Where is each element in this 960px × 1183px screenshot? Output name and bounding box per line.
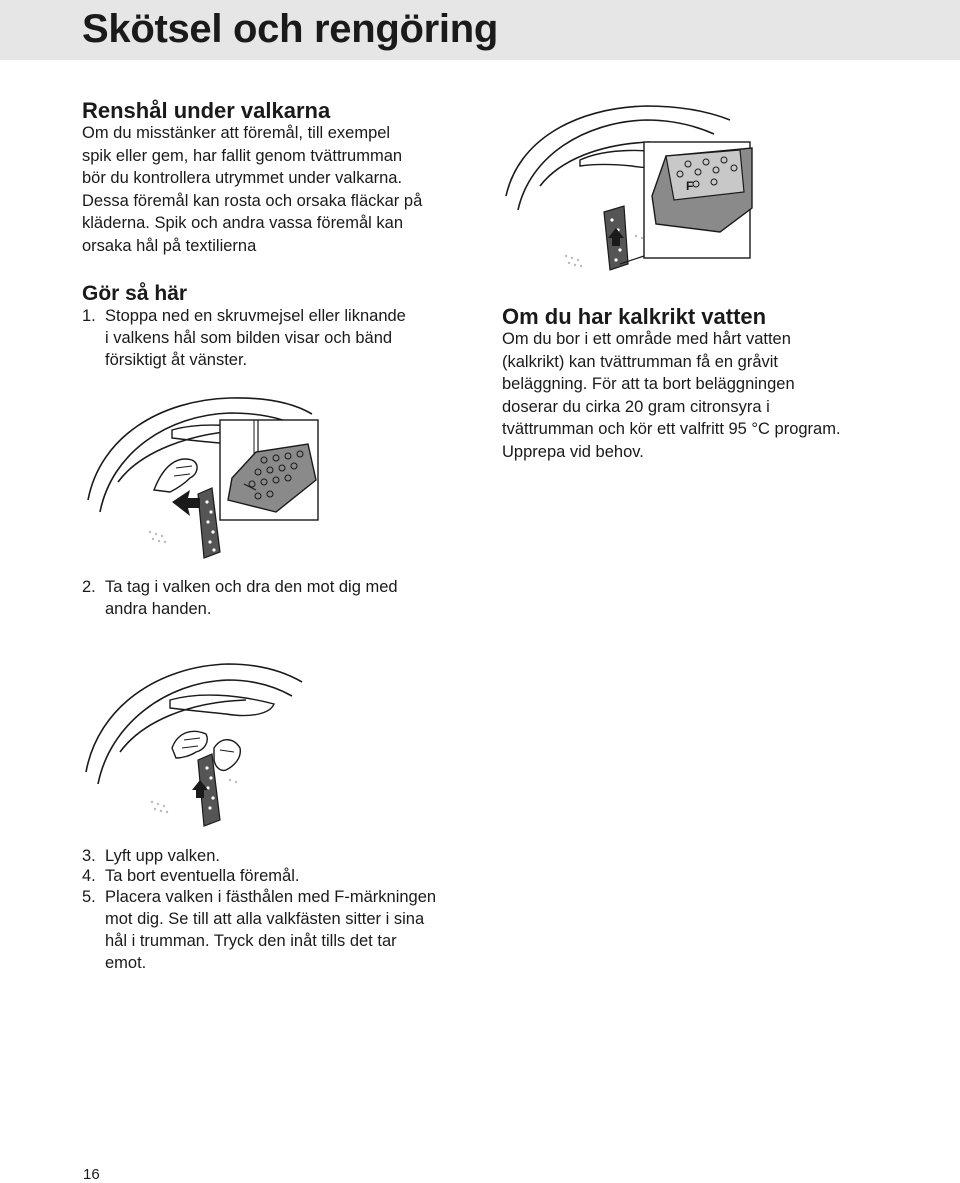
text-line: mot dig. Se till att alla valkfästen sitter i sina — [105, 910, 425, 928]
step-text — [105, 845, 220, 867]
text-line: beläggning. För att ta bort beläggningen — [502, 375, 795, 393]
text-line: Ta bort eventuella föremål. — [105, 867, 300, 885]
text-line: andra handen. — [105, 600, 212, 618]
step-number: 1. — [82, 307, 96, 325]
text-line: emot. — [105, 954, 147, 972]
step-number: 2. — [82, 578, 96, 596]
page-header — [0, 0, 960, 60]
f-mark-label: F — [686, 179, 694, 193]
water-text — [502, 328, 841, 463]
text-line: tvättrumman och kör ett valfritt 95 °C program. — [502, 420, 841, 438]
step-number: 3. — [82, 847, 96, 865]
text-line: Om du bor i ett område med hårt vatten — [502, 330, 791, 348]
page-number: 16 — [83, 1166, 100, 1183]
text-line: Placera valken i fästhålen med F-märkningen — [105, 888, 437, 906]
illustration-paddle-f-mark — [500, 96, 768, 284]
illustration-pull-paddle — [80, 652, 305, 832]
text-line: orsaka hål på textilierna — [82, 236, 257, 255]
text-line: Ta tag i valken och dra den mot dig med — [105, 578, 398, 596]
step-number: 4. — [82, 867, 96, 885]
text-line: Stoppa ned en skruvmejsel eller liknande — [105, 307, 406, 325]
step-number: 5. — [82, 888, 96, 906]
text-line: i valkens hål som bilden visar och bänd — [105, 329, 393, 347]
text-line: doserar du cirka 20 gram citronsyra i — [502, 397, 770, 416]
drum-intro-text — [82, 122, 422, 257]
text-line: bör du kontrollera utrymmet under valkarna. — [82, 169, 403, 187]
text-line: spik eller gem, har fallit genom tvättrumman — [82, 146, 403, 165]
step-text — [105, 865, 299, 887]
text-line: Lyft upp valken. — [105, 847, 220, 865]
text-line: Upprepa vid behov. — [502, 442, 644, 461]
howto-heading: Gör så här — [82, 282, 188, 305]
text-line: hål i trumman. Tryck den inåt tills det tar — [105, 932, 397, 950]
text-line: försiktigt åt vänster. — [105, 351, 248, 369]
text-line: kläderna. Spik och andra vassa föremål kan — [82, 214, 404, 232]
step-text — [105, 576, 398, 620]
text-line: Dessa föremål kan rosta och orsaka fläckar på — [82, 191, 423, 210]
section-heading-water: Om du har kalkrikt vatten — [502, 304, 767, 329]
text-line: Om du misstänker att föremål, till exempel — [82, 124, 391, 142]
text-line: (kalkrikt) kan tvättrumman få en gråvit — [502, 352, 779, 371]
step-text — [105, 305, 406, 371]
step-text — [105, 886, 436, 974]
illustration-screwdriver-pry — [80, 382, 330, 562]
section-heading-drum: Renshål under valkarna — [82, 98, 331, 123]
page-title: Skötsel och rengöring — [82, 7, 498, 51]
